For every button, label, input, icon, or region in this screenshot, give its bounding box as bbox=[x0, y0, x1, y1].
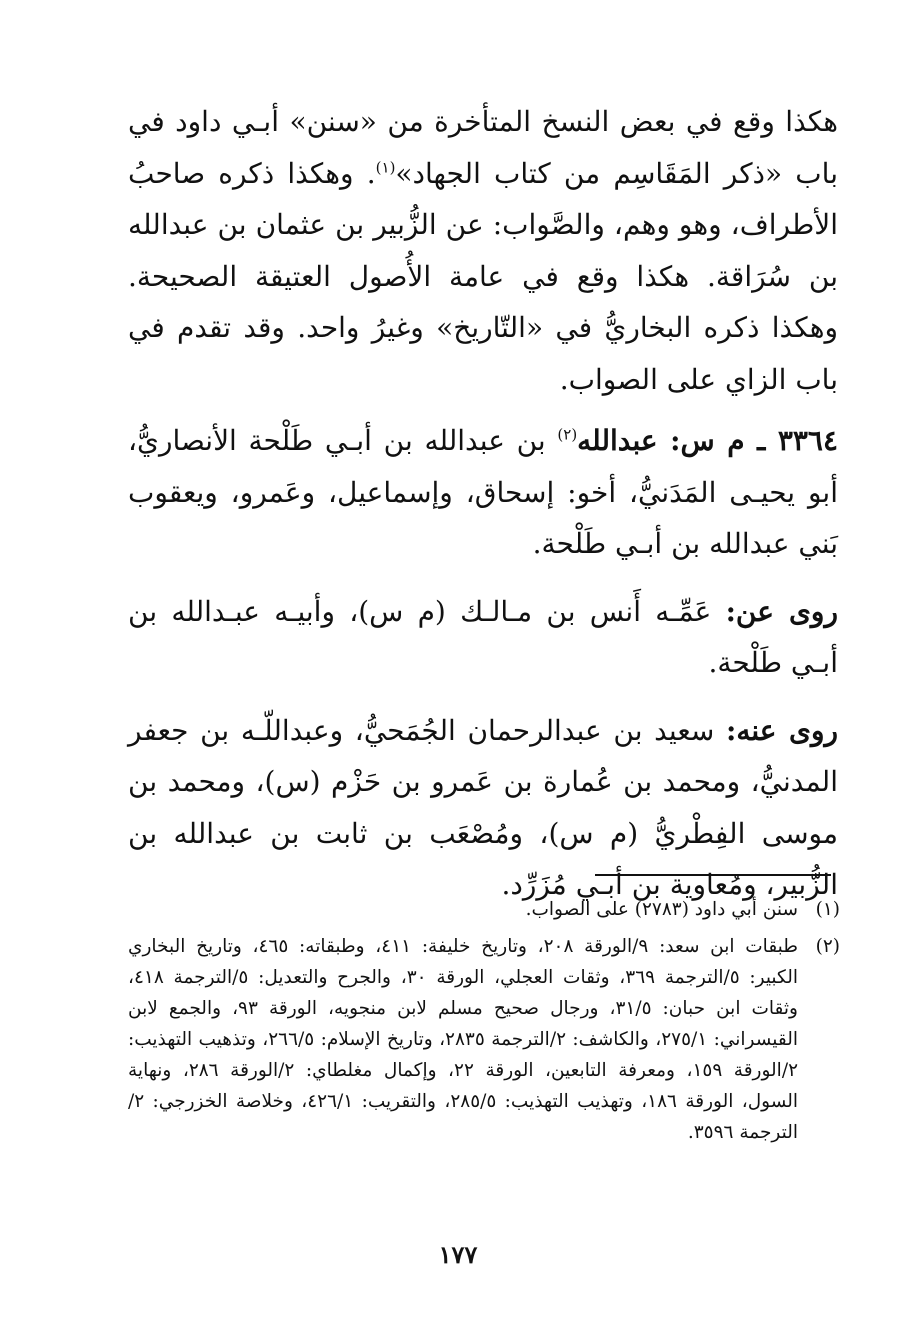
narrated-from-label: روى عن: bbox=[725, 594, 838, 628]
main-text bbox=[128, 96, 838, 911]
footnote-number: (١) bbox=[815, 899, 840, 920]
continuation-paragraph bbox=[128, 96, 838, 405]
footnotes bbox=[128, 894, 840, 1154]
footnote-number: (٢) bbox=[815, 936, 840, 957]
narrated-by-text: سعيد بن عبدالرحمان الجُمَحيُّ، وعبداللّـه بن جعفر المدنيُّ، ومحمد بن عُمارة بن عَمرو بن حَزْم (س)، ومحمد بن موسى الفِطْريُّ (م س)، ومُصْعَب بن ثابت بن عبدالله بن الزُّبير، ومُعاوية بن أبـي مُزَرِّد. bbox=[128, 713, 838, 901]
footnote-ref-1[interactable]: (١) bbox=[375, 158, 396, 177]
footnote-1 bbox=[128, 894, 840, 925]
narrated-by-paragraph bbox=[128, 705, 838, 911]
footnote-divider bbox=[595, 874, 831, 876]
continuation-rest: . وهكذا ذكره صاحبُ الأطراف، وهو وهم، والصَّواب: عن الزُّبير بن عثمان بن عبدالله بن سُرَاقة. هكذا وقع في عامة الأُصول العتيقة الصحيحة. وهكذا ذكره البخاريُّ في «التّاريخ» وغيرُ واحد. وقد تقدم في باب الزاي على الصواب. bbox=[128, 156, 838, 396]
continuation-text: هكذا وقع في بعض النسخ المتأخرة من «سنن» أبـي داود في باب «ذكر المَقَاسِم من كتاب الجهاد» bbox=[128, 105, 838, 190]
narrated-from-paragraph bbox=[128, 586, 838, 689]
entry-heading-paragraph bbox=[128, 415, 838, 570]
footnote-text: طبقات ابن سعد: ٩/الورقة ٢٠٨، وتاريخ خليفة: ٤١١، وطبقاته: ٤٦٥، وتاريخ البخاري الكبير: ٥/الترجمة ٣٦٩، وثقات العجلي، الورقة ٣٠، والجرح والتعديل: ٥/الترجمة ٤١٨، وثقات ابن حبان: ٣١/٥، ورجال صحيح مسلم لابن منجويه، الورقة ٩٣، والجمع لابن القيسراني: ٢٧٥/١، والكاشف: ٢/الترجمة ٢٨٣٥، وتاريخ الإسلام: ٢٦٦/٥، وتذهيب التهذيب: ٢/الورقة ١٥٩، ومعرفة التابعين، الورقة ٢٢، وإكمال مغلطاي: ٢/الورقة ٢٨٦، ونهاية السول، الورقة ١٨٦، وتهذيب التهذيب: ٢٨٥/٥، والتقريب: ٤٢٦/١، وخلاصة الخزرجي: ٢/الترجمة ٣٥٩٦. bbox=[128, 936, 798, 1143]
entry-number: ٣٣٦٤ ـ م س: عبدالله bbox=[577, 424, 838, 457]
narrated-from-text: عَمِّـه أَنس بن مـالـك (م س)، وأبيـه عبـدالله بن أبـي طَلْحة. bbox=[128, 594, 838, 679]
entry-name: بن عبدالله بن أبـي طَلْحة الأنصاريُّ، أبو يحيـى المَدَنيُّ، أخو: إسحاق، وإسماعيل، وعَمرو، ويعقوب بَني عبدالله بن أبـي طَلْحة. bbox=[128, 424, 838, 560]
footnote-2 bbox=[128, 931, 840, 1148]
page-number: ١٧٧ bbox=[438, 1240, 478, 1269]
narrated-by-label: روى عنه: bbox=[725, 713, 838, 747]
footnote-text: سنن أبي داود (٢٧٨٣) على الصواب. bbox=[525, 899, 798, 920]
footnote-ref-2[interactable]: (٢) bbox=[557, 425, 578, 444]
